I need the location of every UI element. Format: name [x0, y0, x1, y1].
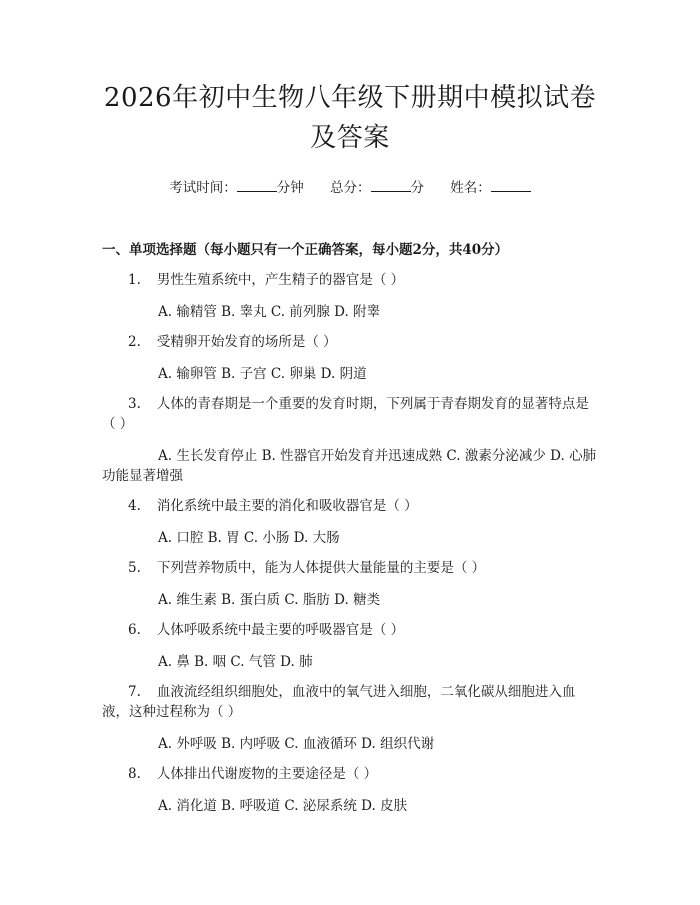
section-heading: 一、单项选择题（每小题只有一个正确答案，每小题2分，共40分）: [102, 242, 509, 258]
question-2-options: A. 输卵管 B. 子宫 C. 卵巢 D. 阴道: [158, 366, 367, 382]
question-text: 下列营养物质中，能为人体提供大量能量的主要是（ ）: [156, 560, 486, 576]
question-4: [102, 496, 598, 516]
total-score-unit: 分: [410, 180, 424, 196]
exam-time-label: 考试时间：: [169, 180, 237, 196]
question-text: 受精卵开始发育的场所是（ ）: [156, 334, 337, 350]
question-number: 2.: [128, 334, 141, 350]
question-3: [102, 394, 598, 434]
question-number: 1.: [128, 272, 141, 288]
question-text: 男性生殖系统中，产生精子的器官是（ ）: [156, 272, 405, 288]
question-5-options: A. 维生素 B. 蛋白质 C. 脂肪 D. 糖类: [158, 592, 381, 608]
exam-time: [169, 180, 304, 196]
question-text: 人体的青春期是一个重要的发育时期，下列属于青春期发育的显著特点是（ ）: [102, 396, 589, 432]
total-score: [330, 180, 424, 196]
question-text: 人体排出代谢废物的主要途径是（ ）: [156, 766, 378, 782]
question-1: [102, 270, 598, 290]
question-number: 7.: [128, 684, 141, 700]
question-list: [102, 270, 598, 816]
question-text: 消化系统中最主要的消化和吸收器官是（ ）: [156, 498, 418, 514]
question-text: 人体呼吸系统中最主要的呼吸器官是（ ）: [156, 622, 405, 638]
question-number: 5.: [128, 560, 141, 576]
total-score-label: 总分：: [330, 180, 371, 196]
question-7: [102, 682, 598, 722]
question-6-options: A. 鼻 B. 咽 C. 气管 D. 肺: [158, 654, 313, 670]
student-name: [450, 180, 531, 196]
question-7-options: A. 外呼吸 B. 内呼吸 C. 血液循环 D. 组织代谢: [158, 736, 435, 752]
question-1-options: A. 输精管 B. 睾丸 C. 前列腺 D. 附睾: [158, 304, 381, 320]
student-name-label: 姓名：: [450, 180, 491, 196]
question-5: [102, 558, 598, 578]
total-score-blank: [371, 179, 411, 192]
question-number: 4.: [128, 498, 141, 514]
student-name-blank: [491, 179, 531, 192]
page-title: 2026年初中生物八年级下册期中模拟试卷及答案: [103, 83, 597, 153]
question-8-options: A. 消化道 B. 呼吸道 C. 泌尿系统 D. 皮肤: [158, 798, 408, 814]
question-3-options: A. 生长发育停止 B. 性器官开始发育并迅速成熟 C. 激素分泌减少 D. 心肺功能显著增强: [102, 448, 597, 484]
question-text: 血液流经组织细胞处，血液中的氧气进入细胞，二氧化碳从细胞进入血液，这种过程称为（ ）: [102, 684, 576, 720]
question-6: [102, 620, 598, 640]
exam-time-unit: 分钟: [276, 180, 304, 196]
question-4-options: A. 口腔 B. 胃 C. 小肠 D. 大肠: [158, 530, 340, 546]
exam-time-blank: [237, 179, 277, 192]
question-number: 3.: [128, 396, 141, 412]
question-number: 6.: [128, 622, 141, 638]
question-2: [102, 332, 598, 352]
exam-info: [102, 178, 598, 198]
question-8: [102, 764, 598, 784]
question-number: 8.: [128, 766, 141, 782]
